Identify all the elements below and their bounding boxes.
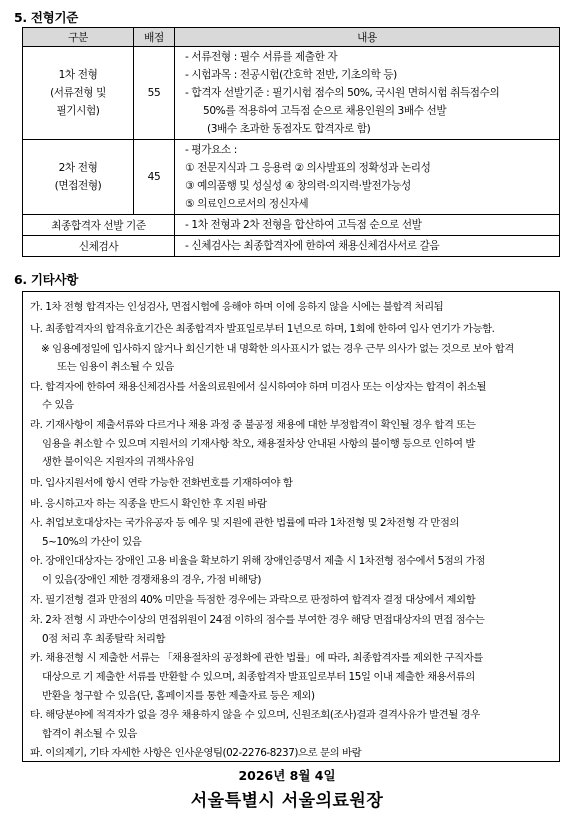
row-label-line: (서류전형 및: [50, 87, 106, 99]
row-label-line: 1차 전형: [58, 69, 98, 81]
content-line: - 1차 전형과 2차 전형을 합산하여 고득점 순으로 선발: [185, 219, 422, 231]
content-line: - 신체검사는 최종합격자에 한하여 채용신체검사서로 갈음: [185, 240, 440, 252]
list-item: 가. 1차 전형 합격자는 인성검사, 면접시험에 응해야 하며 이에 응하지 않을 시에는 불합격 처리됨: [30, 301, 444, 313]
final-selection-text: [175, 215, 560, 236]
content-line: - 시험과목 : 전공시험(간호학 전반, 기초의학 등): [185, 69, 397, 81]
table-header-row: [23, 28, 560, 47]
content-line: - 합격자 선발기준 : 필기시험 점수의 50%, 국시원 면허시험 취득점수의: [185, 87, 500, 99]
list-item: 다. 합격자에 한하여 채용신체검사를 서울의료원에서 실시하여야 하며 미검사 또는 이상자는 합격이 취소될: [30, 381, 487, 393]
list-item: 바. 응시하고자 하는 직종을 반드시 확인한 후 지원 바람: [30, 498, 267, 510]
list-item: 차. 2차 전형 시 과반수이상의 면접위원이 24점 이하의 점수를 부여한 경우 해당 면접대상자의 면접 점수는: [30, 614, 485, 626]
header-category: 구분: [23, 28, 134, 47]
content-line: (3배수 초과한 동점자도 합격자로 함): [207, 123, 371, 135]
list-item: 파. 이의제기, 기타 자세한 사항은 인사운영팀(02-2276-8237)으로 문의 바람: [30, 747, 362, 759]
issuer-signature: 서울특별시 서울의료원장: [190, 791, 384, 811]
list-item: 카. 채용전형 시 제출한 서류는 「채용절차의 공정화에 관한 법률」에 따라, 최종합격자를 제외한 구직자를: [30, 652, 483, 664]
row-score: 55: [134, 47, 175, 140]
list-item-continuation: 생한 불이익은 지원자의 귀책사유임: [42, 456, 195, 468]
list-item-continuation: 반환을 청구할 수 있음(단, 홈페이지를 통한 제출자료 등은 제외): [42, 690, 315, 702]
list-item-continuation: 5~10%의 가산이 있음: [42, 536, 142, 548]
row-label: [23, 47, 134, 140]
physical-exam-text: [175, 236, 560, 257]
list-item-continuation: 0점 처리 후 최종탈락 처리함: [42, 633, 166, 645]
row-content: [175, 140, 560, 215]
content-line: ⑤ 의료인으로서의 정신자세: [185, 198, 309, 210]
row-label-line: (면접전형): [54, 180, 102, 192]
list-item-continuation: 합격이 취소될 수 있음: [42, 728, 137, 740]
list-item-continuation: 수 있음: [42, 399, 74, 411]
list-item-continuation: 대상으로 기 제출한 서류를 반환할 수 있으며, 최종합격자 발표일로부터 15일 이내 제출한 채용서류의: [42, 671, 475, 683]
final-selection-label: 최종합격자 선발 기준: [23, 215, 175, 236]
list-item: 아. 장애인대상자는 장애인 고용 비율을 확보하기 위해 장애인증명서 제출 시 1차전형 점수에서 5점의 가점: [30, 555, 485, 567]
list-item: 자. 필기전형 결과 만점의 40% 미만을 득점한 경우에는 과락으로 판정하여 합격자 결정 대상에서 제외함: [30, 594, 476, 606]
header-score: 배점: [134, 28, 175, 47]
row-label: [23, 140, 134, 215]
other-notes-box: [22, 291, 560, 762]
list-item: 타. 해당분야에 적격자가 없을 경우 채용하지 않을 수 있으며, 신원조회(조사)결과 결격사유가 발견될 경우: [30, 709, 480, 721]
content-line: ① 전문지식과 그 응용력 ② 의사발표의 정확성과 논리성: [185, 162, 431, 174]
row-content: [175, 47, 560, 140]
list-item-continuation: 또는 임용이 취소될 수 있음: [57, 361, 174, 373]
table-row: [23, 140, 560, 215]
list-item-continuation: 이 있음(장애인 제한 경쟁채용의 경우, 가점 비해당): [42, 574, 261, 586]
selection-criteria-table: [22, 27, 560, 257]
list-item: 나. 최종합격자의 합격유효기간은 최종합격자 발표일로부터 1년으로 하며, 1회에 한하여 입사 연기가 가능함.: [30, 323, 495, 335]
table-row: [23, 236, 560, 257]
announcement-date: 2026년 8월 4일: [238, 768, 336, 783]
content-line: 50%를 적용하여 고득점 순으로 채용인원의 3배수 선발: [203, 105, 447, 117]
content-line: ③ 예의품행 및 성실성 ④ 창의력·의지력·발전가능성: [185, 180, 411, 192]
table-row: [23, 47, 560, 140]
header-content: 내용: [175, 28, 560, 47]
list-item: 사. 취업보호대상자는 국가유공자 등 예우 및 지원에 관한 법률에 따라 1차전형 및 2차전형 각 만점의: [30, 517, 460, 529]
row-label-line: 필기시험): [56, 105, 100, 117]
physical-exam-label: 신체검사: [23, 236, 175, 257]
list-item-continuation: 임용을 취소할 수 있으며 지원서의 기재사항 착오, 채용절차상 안내된 사항의 불이행 등으로 인하여 발: [42, 438, 476, 450]
list-item: 라. 기재사항이 제출서류와 다르거나 채용 과정 중 불공정 채용에 대한 부정합격이 확인될 경우 합격 또는: [30, 419, 476, 431]
content-line: - 서류전형 : 필수 서류를 제출한 자: [185, 51, 338, 63]
row-score: 45: [134, 140, 175, 215]
section5-title: 5. 전형기준: [14, 10, 78, 25]
content-line: - 평가요소 :: [185, 144, 237, 156]
row-label-line: 2차 전형: [58, 162, 98, 174]
list-item: 마. 입사지원서에 항시 연락 가능한 전화번호를 기재하여야 함: [30, 477, 293, 489]
section6-title: 6. 기타사항: [14, 272, 78, 287]
table-row: [23, 215, 560, 236]
list-item-note: ※ 임용예정일에 입사하지 않거나 회신기한 내 명확한 의사표시가 없는 경우 근무 의사가 없는 것으로 보아 합격: [41, 343, 514, 355]
